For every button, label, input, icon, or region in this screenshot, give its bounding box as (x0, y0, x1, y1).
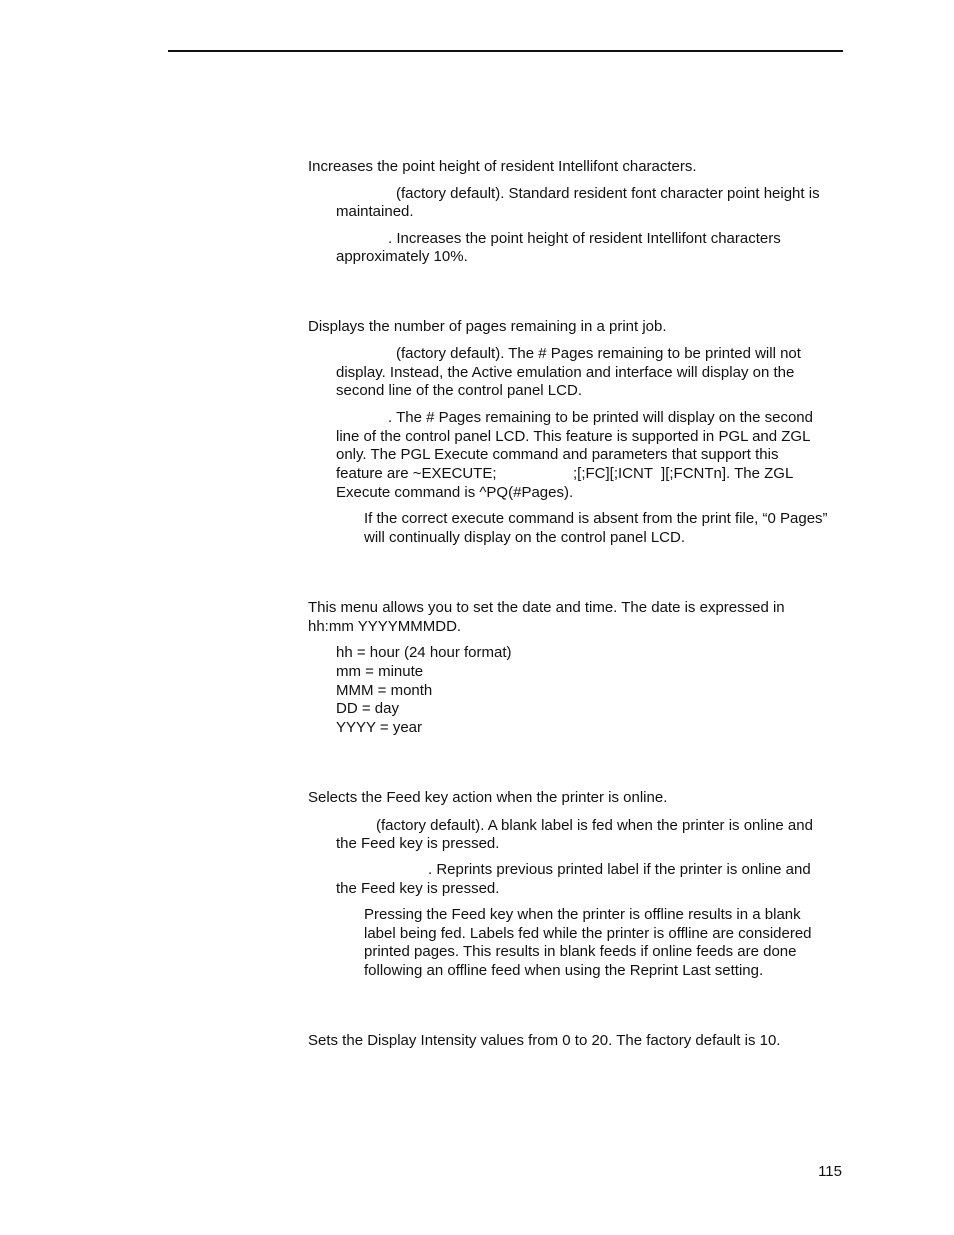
date-time-legend-item: DD = day (336, 700, 399, 717)
header-rule (168, 50, 843, 52)
pages-remaining-option2-line4b: ;[;FC][;ICNT ][;FCNTn]. The ZGL (573, 465, 794, 482)
feed-key-description: Selects the Feed key action when the printer is online. (308, 789, 668, 806)
pages-remaining-option2-line2: line of the control panel LCD. This feature is supported in PGL and ZGL (336, 428, 811, 445)
display-intensity-description: Sets the Display Intensity values from 0 to 20. The factory default is 10. (308, 1032, 781, 1049)
feed-key-option2-line1: . Reprints previous printed label if the printer is online and (428, 861, 811, 878)
pages-remaining-option2-line3: only. The PGL Execute command and parameters that support this (336, 446, 779, 463)
feed-key-note-line1: Pressing the Feed key when the printer is offline results in a blank (364, 906, 801, 923)
date-time-description-line1: This menu allows you to set the date and time. The date is expressed in (308, 599, 785, 616)
feed-key-note-line4: following an offline feed when using the Reprint Last setting. (364, 962, 764, 979)
point-height-option2-line1: . Increases the point height of resident Intellifont characters (388, 230, 781, 247)
pages-remaining-option2-line5: Execute command is ^PQ(#Pages). (336, 484, 574, 501)
date-time-legend-item: MMM = month (336, 682, 433, 699)
date-time-legend-item: hh = hour (24 hour format) (336, 644, 512, 661)
feed-key-note-line2: label being fed. Labels fed while the printer is offline are considered (364, 925, 812, 942)
point-height-description: Increases the point height of resident Intellifont characters. (308, 158, 697, 175)
point-height-option1-line2: maintained. (336, 203, 414, 220)
feed-key-option1-line2: the Feed key is pressed. (336, 835, 500, 852)
date-time-description-line2: hh:mm YYYYMMMDD. (308, 618, 462, 635)
pages-remaining-option1-line2: display. Instead, the Active emulation and interface will display on the (336, 364, 795, 381)
page-number: 115 (818, 1163, 842, 1180)
point-height-option2-line2: approximately 10%. (336, 248, 468, 265)
pages-remaining-note-line2: will continually display on the control panel LCD. (364, 529, 686, 546)
date-time-legend-item: YYYY = year (336, 719, 423, 736)
feed-key-option1-line1: (factory default). A blank label is fed when the printer is online and (376, 817, 813, 834)
feed-key-option2-line2: the Feed key is pressed. (336, 880, 500, 897)
pages-remaining-option1-line3: second line of the control panel LCD. (336, 382, 582, 399)
date-time-legend-item: mm = minute (336, 663, 424, 680)
pages-remaining-option2-line4a: feature are ~EXECUTE; (336, 465, 497, 482)
feed-key-note-line3: printed pages. This results in blank feeds if online feeds are done (364, 943, 797, 960)
point-height-option1-line1: (factory default). Standard resident font character point height is (396, 185, 820, 202)
pages-remaining-option1-line1: (factory default). The # Pages remaining to be printed will not (396, 345, 801, 362)
pages-remaining-description: Displays the number of pages remaining in a print job. (308, 318, 667, 335)
pages-remaining-option2-line1: . The # Pages remaining to be printed will display on the second (388, 409, 813, 426)
pages-remaining-note-line1: If the correct execute command is absent from the print file, “0 Pages” (364, 510, 828, 527)
